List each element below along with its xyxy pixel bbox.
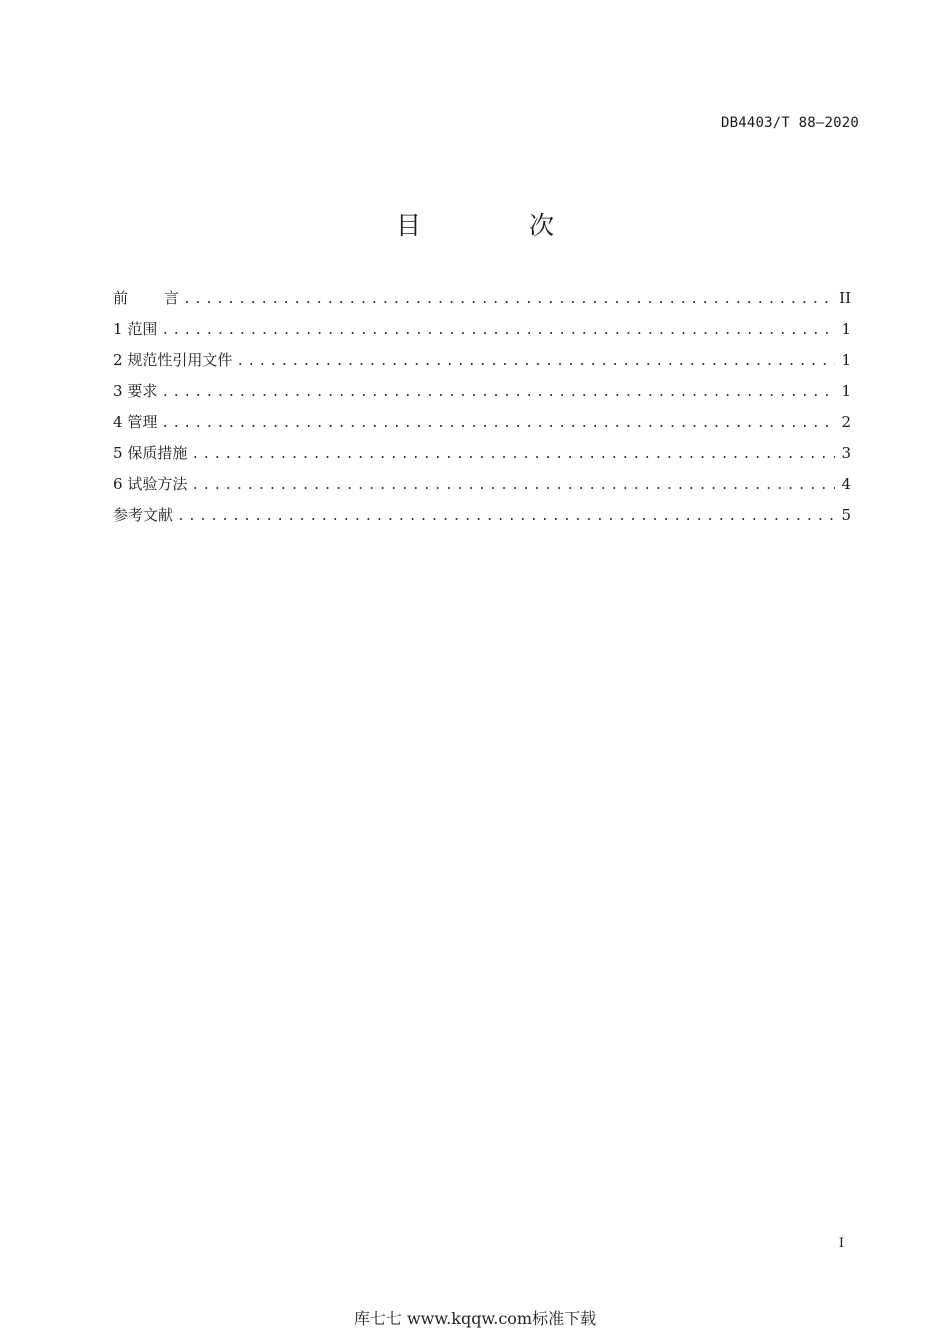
toc-entry-foreword[interactable]: [113, 288, 851, 319]
toc-leader-dots: [161, 321, 835, 341]
toc-leader-dots: [183, 290, 833, 310]
toc-leader-dots: [191, 445, 835, 465]
toc-entry-label: 4 管理: [113, 413, 158, 431]
toc-entry-page: 4: [841, 475, 851, 493]
toc-entry-page: 1: [841, 351, 851, 369]
toc-entry-label: 6 试验方法: [113, 475, 188, 493]
toc-entry-scope[interactable]: [113, 319, 851, 350]
toc-entry-label: 1 范围: [113, 320, 158, 338]
toc-entry-label: 3 要求: [113, 382, 158, 400]
toc-entry-page: 3: [841, 444, 851, 462]
toc-title: 目 次: [396, 211, 604, 240]
toc-leader-dots: [177, 507, 835, 527]
toc-entry-bibliography[interactable]: [113, 505, 851, 536]
toc-leader-dots: [161, 414, 835, 434]
toc-entry-management[interactable]: [113, 412, 851, 443]
toc-entry-label: 5 保质措施: [113, 444, 188, 462]
page-number: I: [838, 1236, 844, 1251]
toc-entry-label: 前 言: [113, 289, 180, 307]
toc-entry-label: 2 规范性引用文件: [113, 351, 233, 369]
toc-entry-normative-references[interactable]: [113, 350, 851, 381]
footer-watermark: 库七七 www.kqqw.com标准下载: [353, 1309, 597, 1328]
toc-entry-page: 2: [841, 413, 851, 431]
document-code: DB4403/T 88—2020: [720, 115, 859, 131]
toc-leader-dots: [236, 352, 835, 372]
toc-leader-dots: [161, 383, 835, 403]
toc-leader-dots: [191, 476, 835, 496]
toc-entry-label: 参考文献: [113, 506, 174, 524]
table-of-contents: [113, 288, 851, 536]
toc-entry-preservation-measures[interactable]: [113, 443, 851, 474]
toc-entry-requirements[interactable]: [113, 381, 851, 412]
toc-entry-test-methods[interactable]: [113, 474, 851, 505]
toc-entry-page: 1: [841, 382, 851, 400]
toc-entry-page: II: [839, 289, 851, 307]
toc-entry-page: 5: [841, 506, 851, 524]
toc-entry-page: 1: [841, 320, 851, 338]
